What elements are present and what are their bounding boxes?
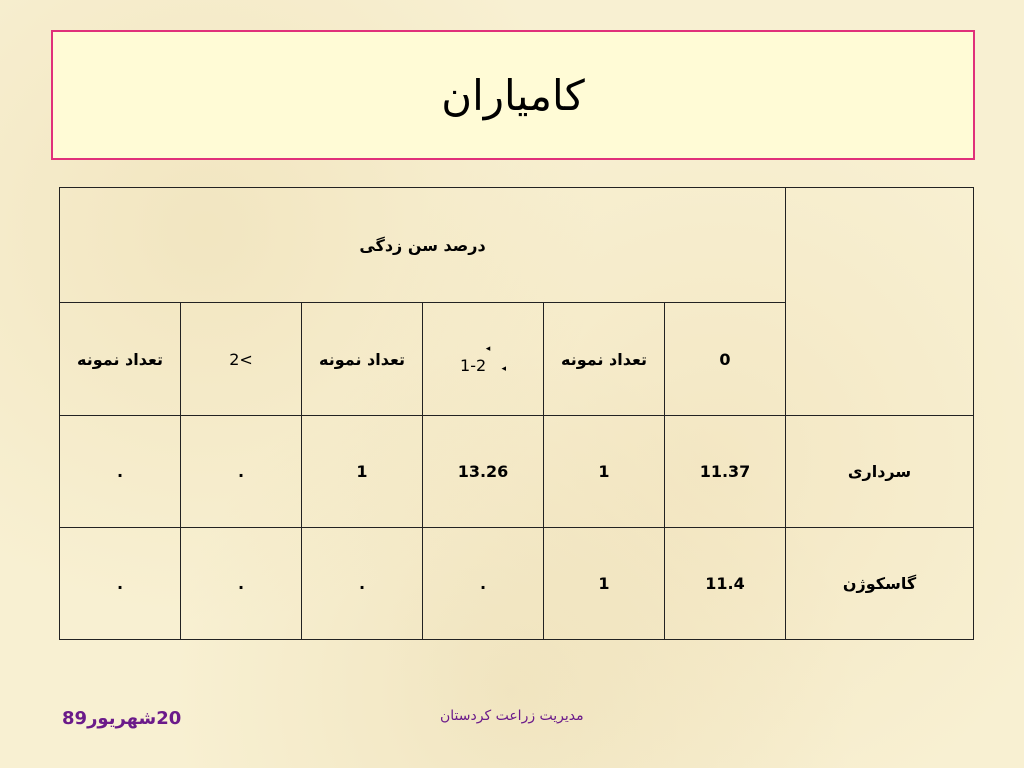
arrow-marks [460, 342, 506, 376]
col-header-1-2-label: 1-2 ◂ [460, 356, 506, 375]
table-cell: . [423, 528, 544, 640]
table-cell: . [60, 528, 181, 640]
table-cell: . [181, 416, 302, 528]
col-header-over-2: 2< [181, 303, 302, 416]
footer-org: مدیریت زراعت کردستان [440, 708, 584, 724]
table-row [60, 528, 974, 640]
arrow-icon: ◂ [485, 344, 491, 354]
slide-title: کامیاران [441, 70, 585, 120]
footer-date: 20شهریور89 [62, 708, 182, 729]
row-label: گاسکوژن [786, 528, 974, 640]
table-cell: . [302, 528, 423, 640]
table-cell: . [181, 528, 302, 640]
table-cell: . [60, 416, 181, 528]
table-cell: 1 [544, 416, 665, 528]
slide-title-box [51, 30, 975, 160]
corner-cell [786, 188, 974, 416]
col-header-sample-count: تعداد نمونه [302, 303, 423, 416]
table-cell: 11.4 [665, 528, 786, 640]
col-header-1-2 [423, 303, 544, 416]
col-header-sample-count: تعداد نمونه [544, 303, 665, 416]
table-header-row [60, 188, 974, 303]
table-row [60, 416, 974, 528]
table-cell: 1 [302, 416, 423, 528]
col-header-zero: 0 [665, 303, 786, 416]
table-cell: 1 [544, 528, 665, 640]
col-header-sample-count: تعداد نمونه [60, 303, 181, 416]
arrow-icon: ◂ [501, 364, 506, 374]
group-header: درصد سن زدگی [60, 188, 786, 303]
table-cell: 13.26 [423, 416, 544, 528]
data-table [59, 187, 974, 640]
table-cell: 11.37 [665, 416, 786, 528]
row-label: سرداری [786, 416, 974, 528]
